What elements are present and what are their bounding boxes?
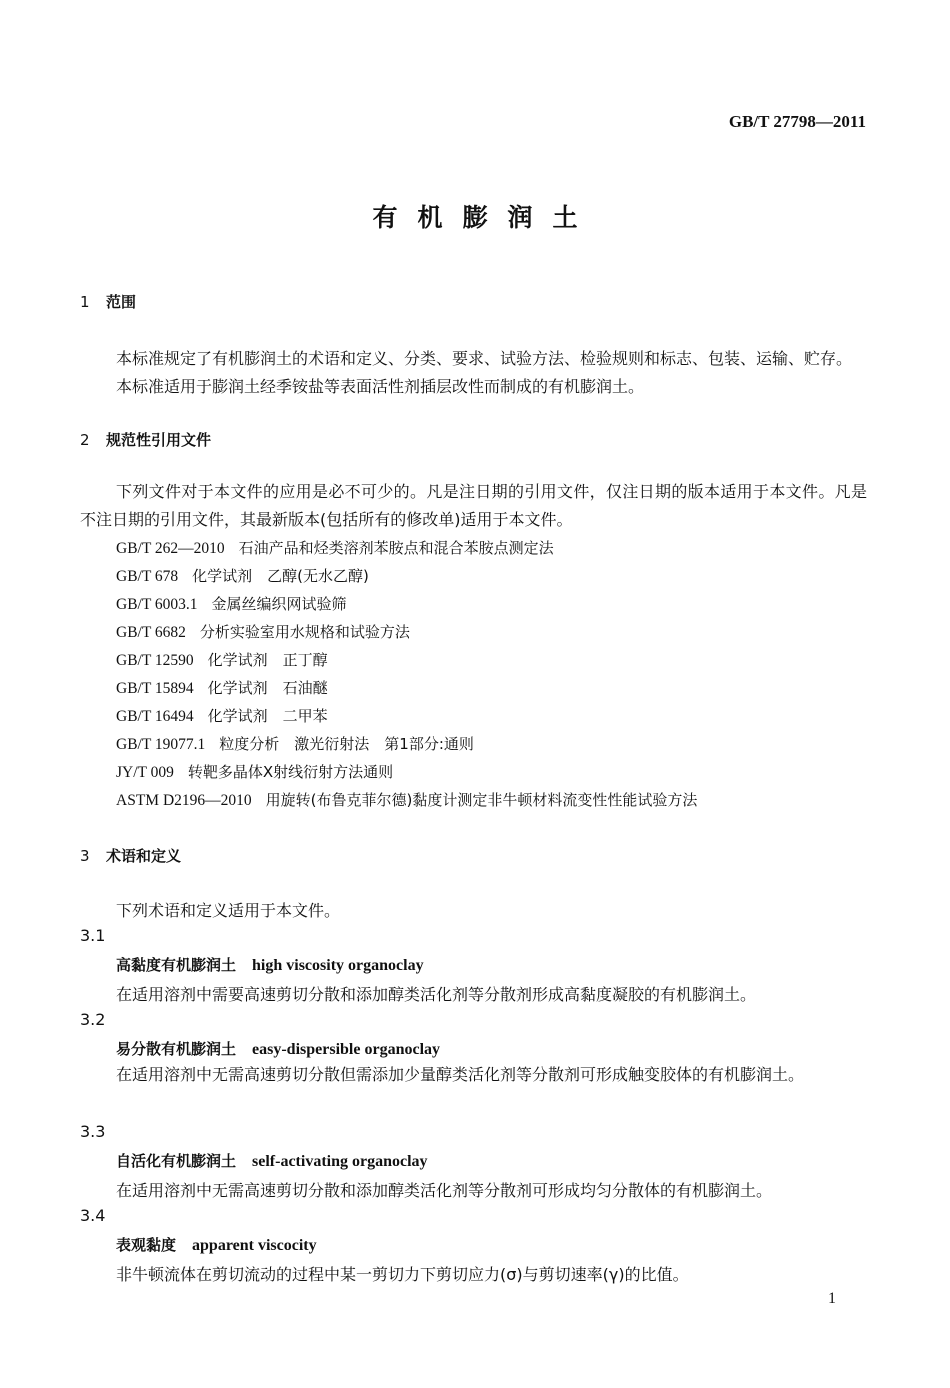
paragraph: 下列文件对于本文件的应用是必不可少的。凡是注日期的引用文件，仅注日期的版本适用于本文件。凡是不注日期的引用文件，其最新版本(包括所有的修改单)适用于本文件。 <box>80 482 867 529</box>
section-number: 2 <box>80 431 90 449</box>
clause-number: 3.3 <box>80 1122 106 1141</box>
term-definition: 在适用溶剂中无需高速剪切分散和添加醇类活化剂等分散剂可形成均匀分散体的有机膨润土。 <box>116 1181 773 1200</box>
reference-name: 石油产品和烃类溶剂苯胺点和混合苯胺点测定法 <box>238 539 554 557</box>
section-number: 3 <box>80 847 90 865</box>
reference-item <box>116 621 410 642</box>
reference-item <box>116 593 347 614</box>
reference-name: 金属丝编织网试验筛 <box>211 595 347 613</box>
reference-code: JY/T 009 <box>116 764 174 781</box>
reference-name: 用旋转(布鲁克菲尔德)黏度计测定非牛顿材料流变性性能试验方法 <box>265 791 698 809</box>
reference-code: GB/T 12590 <box>116 652 194 669</box>
term-en: easy-dispersible organoclay <box>252 1041 441 1058</box>
term-cn: 易分散有机膨润土 <box>116 1040 237 1058</box>
reference-item <box>116 733 474 754</box>
reference-name: 粒度分析 激光衍射法 第1部分:通则 <box>219 735 474 753</box>
section-number: 1 <box>80 293 90 311</box>
clause-number: 3.4 <box>80 1206 106 1225</box>
standard-code: GB/T 27798—2011 <box>728 112 866 131</box>
reference-code: GB/T 6682 <box>116 624 186 641</box>
paragraph: 本标准适用于膨润土经季铵盐等表面活性剂插层改性而制成的有机膨润土。 <box>116 377 645 396</box>
term-entry <box>116 954 424 975</box>
reference-code: GB/T 16494 <box>116 708 194 725</box>
paragraph: 本标准规定了有机膨润土的术语和定义、分类、要求、试验方法、检验规则和标志、包装、运输、贮存。 <box>116 349 853 368</box>
reference-item <box>116 677 328 698</box>
reference-code: GB/T 19077.1 <box>116 736 206 753</box>
reference-code: GB/T 6003.1 <box>116 596 198 613</box>
term-entry <box>116 1234 317 1255</box>
term-definition: 非牛顿流体在剪切流动的过程中某一剪切力下剪切应力(σ)与剪切速率(γ)的比值。 <box>116 1265 689 1284</box>
term-en: high viscosity organoclay <box>252 957 424 974</box>
reference-code: GB/T 15894 <box>116 680 194 697</box>
term-cn: 表观黏度 <box>116 1236 177 1254</box>
reference-item <box>116 649 328 670</box>
reference-item <box>116 705 328 726</box>
term-definition: 在适用溶剂中无需高速剪切分散但需添加少量醇类活化剂等分散剂可形成触变胶体的有机膨润土。 <box>116 1065 805 1084</box>
reference-item <box>116 789 697 810</box>
reference-code: ASTM D2196—2010 <box>116 792 252 809</box>
term-entry <box>116 1150 428 1171</box>
clause-number: 3.2 <box>80 1010 106 1029</box>
term-definition: 在适用溶剂中需要高速剪切分散和添加醇类活化剂等分散剂形成高黏度凝胶的有机膨润土。 <box>116 985 757 1004</box>
section-title: 规范性引用文件 <box>106 431 212 449</box>
reference-name: 分析实验室用水规格和试验方法 <box>199 623 410 641</box>
reference-item <box>116 761 393 782</box>
reference-name: 化学试剂 正丁醇 <box>207 651 328 669</box>
section-title: 范围 <box>106 293 137 311</box>
document-title: 有机膨润土 <box>372 203 598 232</box>
reference-name: 化学试剂 乙醇(无水乙醇) <box>192 567 369 585</box>
paragraph: 下列术语和定义适用于本文件。 <box>116 901 341 920</box>
reference-code: GB/T 262—2010 <box>116 540 225 557</box>
term-en: apparent viscocity <box>192 1237 317 1254</box>
section-1-heading <box>80 291 136 312</box>
reference-name: 转靶多晶体X射线衍射方法通则 <box>187 763 394 781</box>
page-number: 1 <box>828 1290 836 1307</box>
section-2-heading <box>80 429 211 450</box>
reference-item <box>116 537 554 558</box>
reference-code: GB/T 678 <box>116 568 179 585</box>
term-entry <box>116 1038 440 1059</box>
term-cn: 自活化有机膨润土 <box>116 1152 237 1170</box>
reference-name: 化学试剂 石油醚 <box>207 679 328 697</box>
reference-item <box>116 565 369 586</box>
term-cn: 高黏度有机膨润土 <box>116 956 237 974</box>
clause-number: 3.1 <box>80 926 106 945</box>
reference-name: 化学试剂 二甲苯 <box>207 707 328 725</box>
section-3-heading <box>80 845 181 866</box>
term-en: self-activating organoclay <box>252 1153 428 1170</box>
section-title: 术语和定义 <box>106 847 182 865</box>
